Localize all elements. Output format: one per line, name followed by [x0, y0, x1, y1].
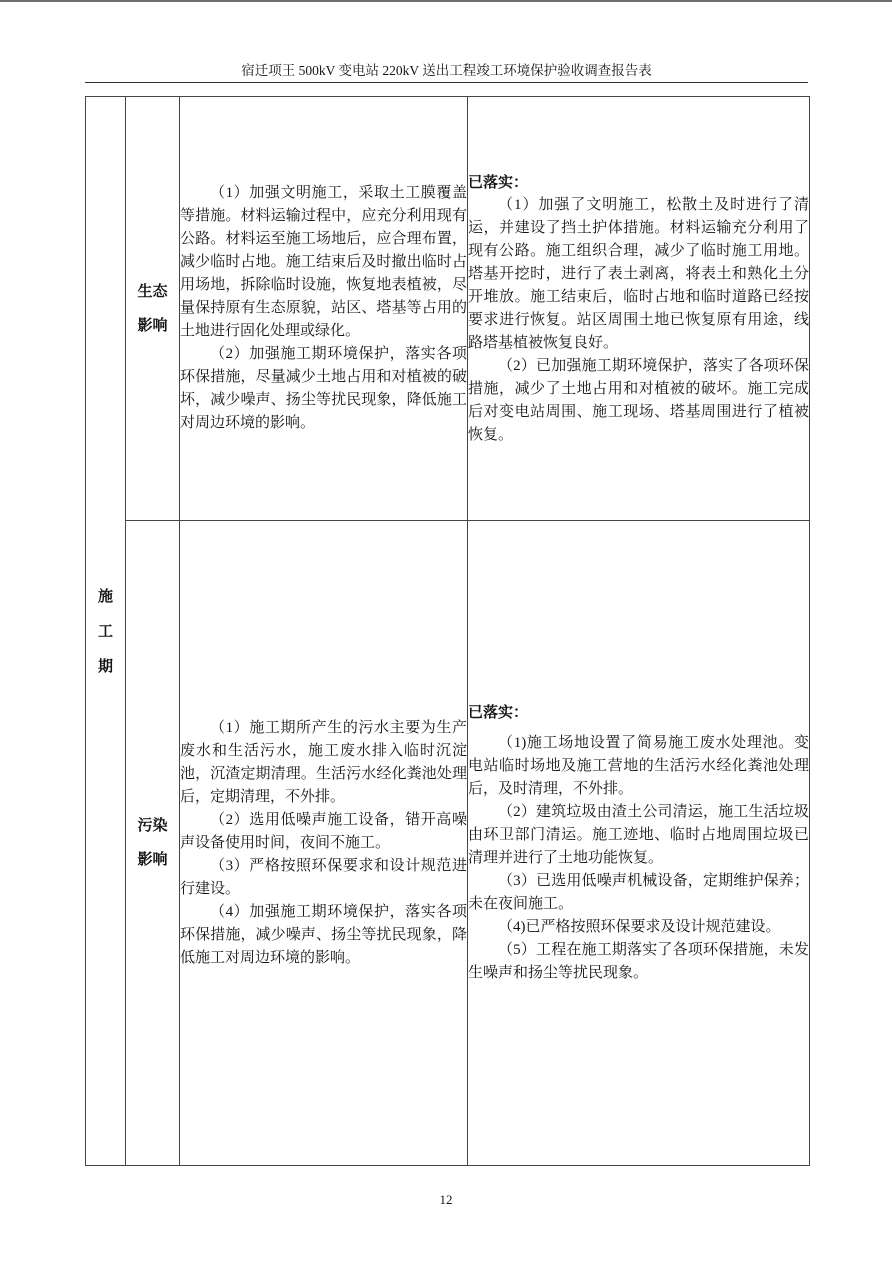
running-header [85, 62, 808, 83]
requirement-paragraph: （1）施工期所产生的污水主要为生产废水和生活污水，施工废水排入临时沉淀池，沉渣定期清理。生活污水经化粪池处理后，定期清理，不外排。 [180, 719, 467, 805]
period-label: 施工期 [97, 587, 113, 675]
implementation-cell [468, 97, 810, 521]
table-row-ecology [86, 97, 810, 521]
report-title: 宿迁项王 500kV 变电站 220kV 送出工程竣工环境保护验收调查报告表 [241, 63, 652, 78]
implementation-paragraph: （3）已选用低噪声机械设备，定期维护保养；未在夜间施工。 [468, 873, 809, 912]
implementation-paragraph: （4)已严格按照环保要求及设计规范建设。 [498, 919, 781, 935]
period-cell [86, 97, 126, 1166]
category-label-pollution: 污染影响 [137, 817, 168, 868]
implementation-cell [468, 521, 810, 1166]
requirement-paragraph: （2）加强施工期环境保护，落实各项环保措施，尽量减少土地占用和对植被的破坏，减少噪声、扬尘等扰民现象，降低施工对周边环境的影响。 [180, 346, 467, 431]
page-number: 12 [439, 1192, 453, 1207]
status-label: 已落实： [468, 173, 529, 191]
status-label: 已落实： [468, 704, 529, 721]
implementation-paragraph: （5）工程在施工期落实了各项环保措施，未发生噪声和扬尘等扰民现象。 [468, 942, 809, 981]
implementation-paragraph: （1)施工场地设置了简易施工废水处理池。变电站临时场地及施工营地的生活污水经化粪池处理后，及时清理，不外排。 [468, 735, 809, 797]
requirement-paragraph: （4）加强施工期环境保护，落实各项环保措施，减少噪声、扬尘等扰民现象，降低施工对周边环境的影响。 [180, 903, 467, 966]
implementation-paragraph: （2）建筑垃圾由渣土公司清运，施工生活垃圾由环卫部门清运。施工迹地、临时占地周围垃圾已清理并进行了土地功能恢复。 [468, 804, 809, 866]
implementation-paragraph: （1）加强了文明施工，松散土及时进行了清运，并建设了挡土护体措施。材料运输充分利用了现有公路。施工组织合理，减少了临时施工用地。塔基开挖时，进行了表土剥离，将表土和熟化土分开堆放。施工结束后，临时占地和临时道路已经按要求进行恢复。站区周围土地已恢复原有用途，线路塔基植被恢复良好。 [468, 196, 809, 351]
requirement-paragraph: （3）严格按照环保要求和设计规范进行建设。 [180, 857, 467, 897]
table-row-pollution [86, 521, 810, 1166]
requirements-cell [180, 97, 468, 521]
category-label-ecology: 生态影响 [137, 282, 168, 334]
requirement-paragraph: （1）加强文明施工，采取土工膜覆盖等措施。材料运输过程中，应充分利用现有公路。材料运至施工场地后，应合理布置，减少临时占地。施工结束后及时撤出临时占用场地，拆除临时设施，恢复地表植被，尽量保持原有生态原貌，站区、塔基等占用的土地进行固化处理或绿化。 [180, 185, 467, 339]
category-cell [126, 521, 180, 1166]
requirement-paragraph: （2）选用低噪声施工设备，错开高噪声设备使用时间，夜间不施工。 [180, 811, 467, 851]
page-top-edge [0, 0, 892, 2]
requirements-cell [180, 521, 468, 1166]
category-cell [126, 97, 180, 521]
construction-period-table [85, 96, 810, 1166]
implementation-paragraph: （2）已加强施工期环境保护，落实了各项环保措施，减少了土地占用和对植被的破坏。施工完成后对变电站周围、施工现场、塔基周围进行了植被恢复。 [468, 357, 809, 443]
